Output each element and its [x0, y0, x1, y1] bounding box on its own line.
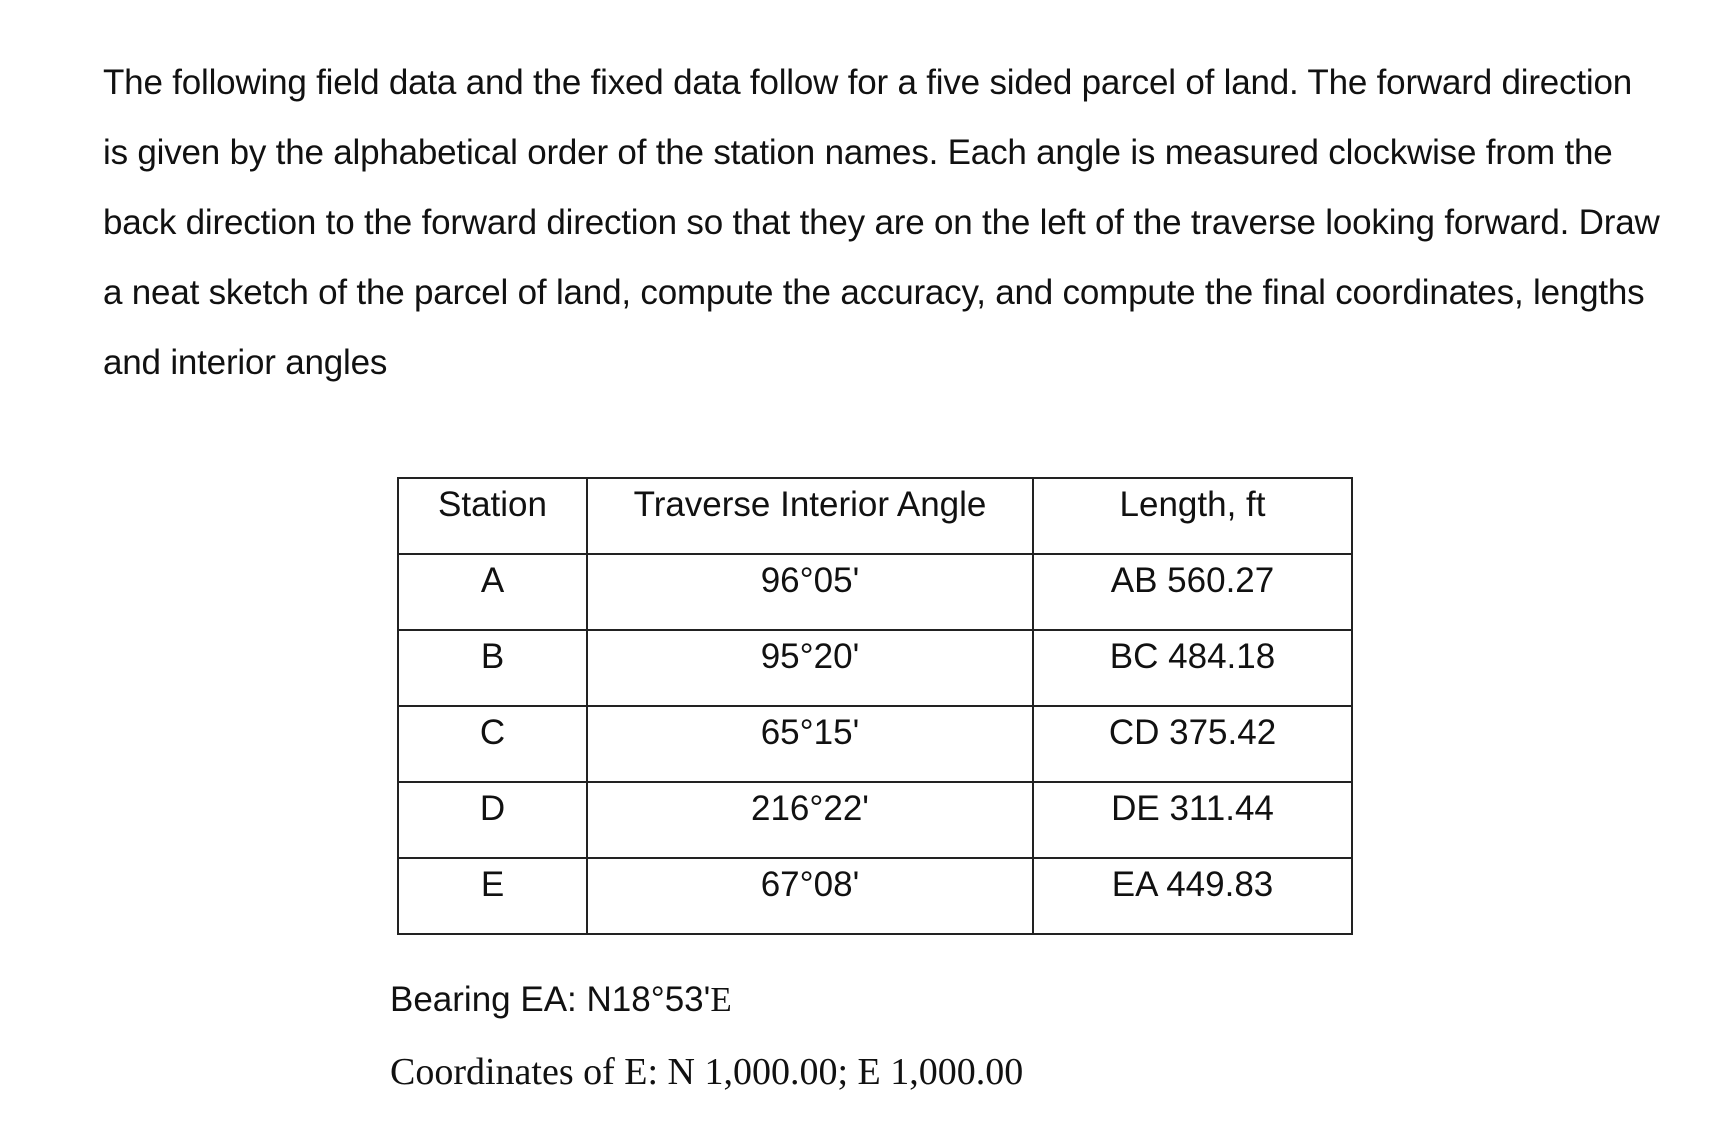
- header-length: Length, ft: [1033, 478, 1352, 554]
- length-cell: DE 311.44: [1033, 782, 1352, 858]
- station-cell: C: [398, 706, 587, 782]
- table-row: [398, 858, 1352, 934]
- angle-cell: 216°22': [587, 782, 1033, 858]
- header-station: Station: [398, 478, 587, 554]
- coordinates-of-e: Coordinates of E: N 1,000.00; E 1,000.00: [390, 1051, 1024, 1093]
- length-cell: CD 375.42: [1033, 706, 1352, 782]
- angle-cell: 96°05': [587, 554, 1033, 630]
- length-cell: BC 484.18: [1033, 630, 1352, 706]
- table-row: [398, 554, 1352, 630]
- length-cell: EA 449.83: [1033, 858, 1352, 934]
- length-cell: AB 560.27: [1033, 554, 1352, 630]
- table-header-row: [398, 478, 1352, 554]
- angle-cell: 67°08': [587, 858, 1033, 934]
- problem-statement: The following field data and the fixed data follow for a five sided parcel of land. The forward direction is given by the alphabetical order of the station names. Each angle is measured clockwise from the back direction to the forward direction so that they are on the left of the traverse looking forward. Draw a neat sketch of the parcel of land, compute the accuracy, and compute the final coordinates, lengths and interior angles: [103, 63, 1660, 382]
- station-cell: A: [398, 554, 587, 630]
- angle-cell: 95°20': [587, 630, 1033, 706]
- table-row: [398, 706, 1352, 782]
- traverse-data-table: [397, 477, 1353, 935]
- bearing-ea: [390, 980, 732, 1020]
- table-row: [398, 630, 1352, 706]
- header-interior-angle: Traverse Interior Angle: [587, 478, 1033, 554]
- station-cell: B: [398, 630, 587, 706]
- bearing-suffix: E: [710, 980, 732, 1019]
- station-cell: E: [398, 858, 587, 934]
- angle-cell: 65°15': [587, 706, 1033, 782]
- station-cell: D: [398, 782, 587, 858]
- table-row: [398, 782, 1352, 858]
- bearing-label: Bearing EA: N18°53': [390, 980, 711, 1019]
